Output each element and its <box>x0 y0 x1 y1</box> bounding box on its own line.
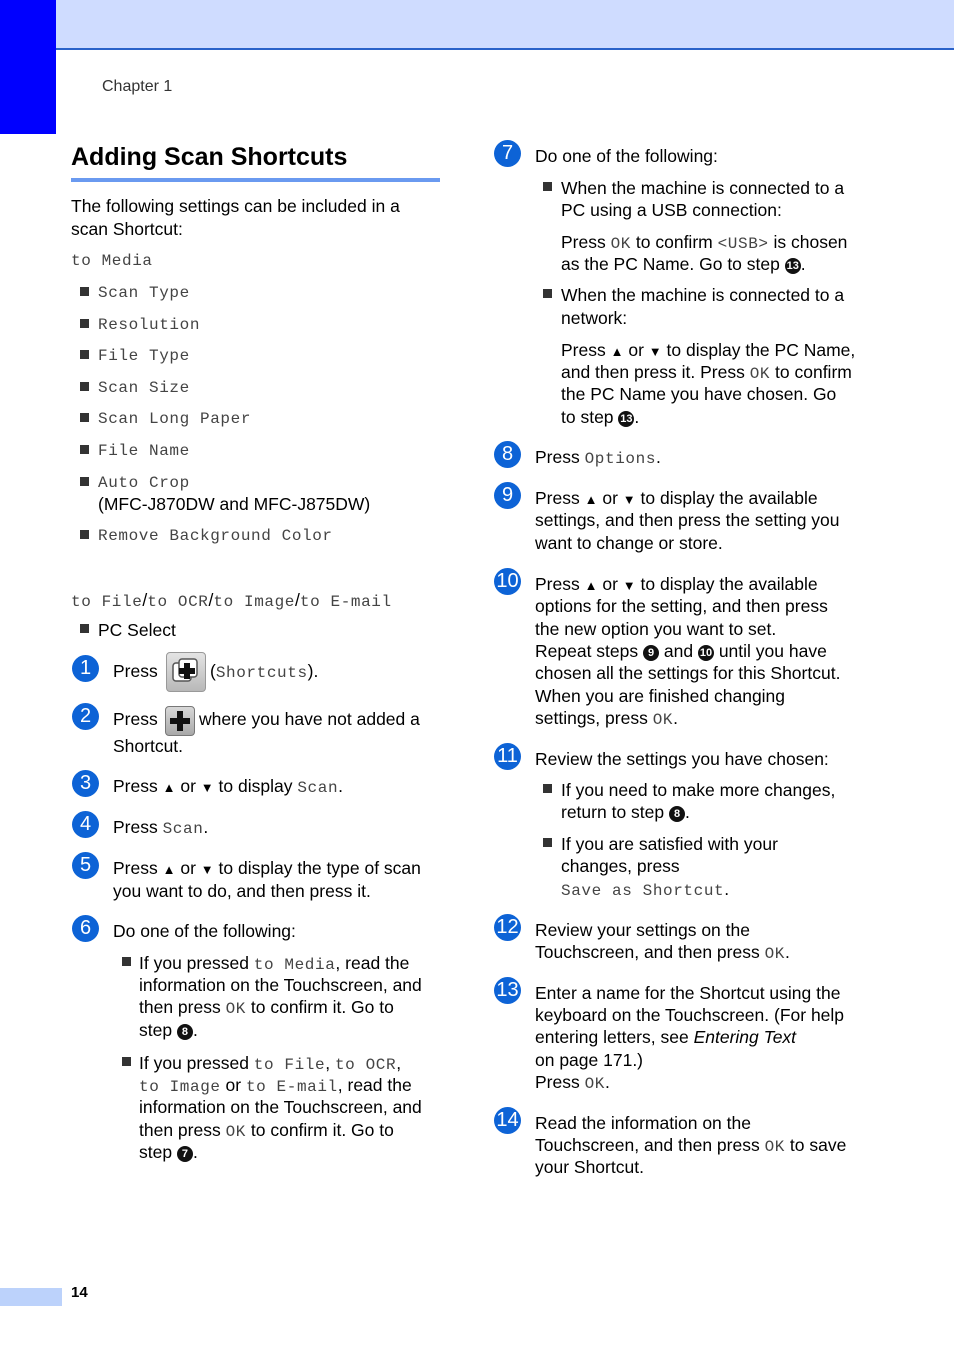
step-11-b2-l1: If you are satisfied with your <box>561 834 778 854</box>
bullet-icon <box>80 530 89 539</box>
down-arrow-icon: ▼ <box>200 780 214 795</box>
step-9-l2: settings, and then press the setting you <box>535 510 840 530</box>
step-5-text: Press ▲ or ▼ to display the type of scan <box>113 858 421 878</box>
step-number: 3 <box>72 770 99 797</box>
to-media-heading: to Media <box>71 252 153 270</box>
to-file-heading: to File/to OCR/to Image/to E-mail <box>71 590 392 611</box>
bullet-icon <box>80 319 89 328</box>
entering-text-link: Entering Text <box>693 1027 797 1047</box>
step-10-l7: settings, press OK. <box>535 708 678 729</box>
step-7-b1-l2: PC using a USB connection: <box>561 200 782 220</box>
step-6-b1-l3: then press OK to confirm it. Go to <box>139 997 394 1018</box>
step-2-line2: Shortcut. <box>113 736 184 756</box>
step-6-text: Do one of the following: <box>113 921 296 941</box>
plus-icon[interactable] <box>165 706 195 736</box>
step-13-l2: keyboard on the Touchscreen. (For help <box>535 1005 845 1025</box>
step-6-b1-l4: step 8 . <box>139 1020 198 1040</box>
step-11-b2-l2: changes, press <box>561 856 680 876</box>
bullet-icon <box>543 838 552 847</box>
footer-bar <box>0 1288 62 1306</box>
step-ref-badge: 13 <box>786 260 799 272</box>
step-number: 12 <box>494 914 521 941</box>
step-ref-badge: 8 <box>177 1024 193 1040</box>
step-14-l1: Read the information on the <box>535 1113 751 1133</box>
step-ref-badge: 7 <box>177 1146 193 1162</box>
bullet-icon <box>80 382 89 391</box>
page-title: Adding Scan Shortcuts <box>71 143 348 171</box>
step-13-l4: on page 171.) <box>535 1050 644 1070</box>
step-6-b2-l5: step 7 . <box>139 1142 198 1162</box>
bullet-icon <box>80 350 89 359</box>
step-7-b2-l2: network: <box>561 308 628 328</box>
step-number: 6 <box>72 915 99 942</box>
step-7-b2-p2: and then press it. Press OK to confirm <box>561 362 852 383</box>
bullet-icon <box>543 182 552 191</box>
bullet-icon <box>80 287 89 296</box>
step-7-b2-p3: the PC Name you have chosen. Go <box>561 384 837 404</box>
chapter-tab <box>0 0 56 134</box>
header-bar <box>56 0 954 50</box>
step-7-b1-l1: When the machine is connected to a <box>561 178 845 198</box>
up-arrow-icon: ▲ <box>610 344 624 359</box>
step-7-b2-p4: to step 13 . <box>561 407 640 427</box>
step-4-text: Press Scan. <box>113 817 209 838</box>
list-item: Auto Crop <box>98 474 190 492</box>
title-underline <box>71 178 440 182</box>
step-9-l3: want to change or store. <box>535 533 723 553</box>
step-number: 14 <box>494 1107 521 1134</box>
chapter-label: Chapter 1 <box>102 78 173 95</box>
bullet-icon <box>80 624 89 633</box>
auto-crop-note: (MFC-J870DW and MFC-J875DW) <box>98 494 371 514</box>
step-1-tail: (Shortcuts). <box>210 661 319 682</box>
step-13-l1: Enter a name for the Shortcut using the <box>535 983 841 1003</box>
step-10-l1: Press ▲ or ▼ to display the available <box>535 574 818 594</box>
list-item: Remove Background Color <box>98 527 333 545</box>
step-6-b2-l1: If you pressed to File, to OCR, <box>139 1053 402 1074</box>
step-7-text: Do one of the following: <box>535 146 718 166</box>
step-number: 10 <box>494 568 521 595</box>
step-6-b1-l2: information on the Touchscreen, and <box>139 975 422 995</box>
step-13-l3: entering letters, see Entering Text <box>535 1027 797 1047</box>
step-3-text: Press ▲ or ▼ to display Scan. <box>113 776 344 797</box>
step-number: 1 <box>72 655 99 682</box>
step-9-l1: Press ▲ or ▼ to display the available <box>535 488 818 508</box>
step-7-b1-p1: Press OK to confirm <USB> is chosen <box>561 232 848 253</box>
list-item: Scan Type <box>98 284 190 302</box>
step-13-l5: Press OK. <box>535 1072 610 1093</box>
step-number: 7 <box>494 140 521 167</box>
step-10-l3: the new option you want to set. <box>535 619 777 639</box>
intro-line-1: The following settings can be included in a <box>71 196 400 216</box>
down-arrow-icon: ▼ <box>622 578 636 593</box>
step-7-b2-l1: When the machine is connected to a <box>561 285 845 305</box>
step-number: 5 <box>72 852 99 879</box>
up-arrow-icon: ▲ <box>162 780 176 795</box>
bullet-icon <box>80 445 89 454</box>
step-2-press: Press <box>113 709 158 729</box>
bullet-icon <box>543 784 552 793</box>
page-number: 14 <box>71 1284 88 1301</box>
step-ref-badge: 9 <box>643 645 659 661</box>
step-10-l6: When you are finished changing <box>535 686 786 706</box>
step-12-l2: Touchscreen, and then press OK. <box>535 942 790 963</box>
bullet-icon <box>543 289 552 298</box>
step-ref-badge: 13 <box>620 413 633 425</box>
step-number: 4 <box>72 811 99 838</box>
step-6-b2-l4: then press OK to confirm it. Go to <box>139 1120 394 1141</box>
step-ref-badge: 10 <box>699 647 713 659</box>
step-6-b2-l3: information on the Touchscreen, and <box>139 1097 422 1117</box>
step-11-text: Review the settings you have chosen: <box>535 749 829 769</box>
step-ref-badge: 8 <box>669 806 685 822</box>
down-arrow-icon: ▼ <box>200 862 214 877</box>
step-number: 11 <box>494 743 521 770</box>
step-number: 2 <box>72 703 99 730</box>
list-item: PC Select <box>98 620 176 640</box>
step-7-b1-p2: as the PC Name. Go to step 13 . <box>561 254 806 274</box>
bullet-icon <box>80 477 89 486</box>
up-arrow-icon: ▲ <box>162 862 176 877</box>
list-item: Scan Long Paper <box>98 410 252 428</box>
shortcuts-icon[interactable] <box>166 652 206 692</box>
step-11-b1-l2: return to step 8 . <box>561 802 690 822</box>
step-6-b1-l1: If you pressed to Media, read the <box>139 953 410 974</box>
step-5-line2: you want to do, and then press it. <box>113 881 371 901</box>
down-arrow-icon: ▼ <box>648 344 662 359</box>
step-7-b2-p1: Press ▲ or ▼ to display the PC Name, <box>561 340 856 360</box>
up-arrow-icon: ▲ <box>584 578 598 593</box>
step-11-b1-l1: If you need to make more changes, <box>561 780 836 800</box>
step-6-b2-l2: to Image or to E-mail, read the <box>139 1075 412 1096</box>
step-11-b2-l3: Save as Shortcut. <box>561 879 730 900</box>
step-12-l1: Review your settings on the <box>535 920 750 940</box>
step-14-l2: Touchscreen, and then press OK to save <box>535 1135 847 1156</box>
step-number: 13 <box>494 977 521 1004</box>
step-10-l4: Repeat steps 9 and 10 until you have <box>535 641 827 661</box>
list-item: Scan Size <box>98 379 190 397</box>
step-10-l2: options for the setting, and then press <box>535 596 828 616</box>
up-arrow-icon: ▲ <box>584 492 598 507</box>
bullet-icon <box>122 1057 131 1066</box>
step-8-text: Press Options. <box>535 447 661 468</box>
list-item: Resolution <box>98 316 201 334</box>
step-14-l3: your Shortcut. <box>535 1157 644 1177</box>
intro-line-2: scan Shortcut: <box>71 219 183 239</box>
step-2-text: where you have not added a <box>199 709 420 729</box>
step-10-l5: chosen all the settings for this Shortcut. <box>535 663 841 683</box>
list-item: File Type <box>98 347 190 365</box>
step-number: 8 <box>494 441 521 468</box>
down-arrow-icon: ▼ <box>622 492 636 507</box>
list-item: File Name <box>98 442 190 460</box>
step-number: 9 <box>494 482 521 509</box>
step-1-press: Press <box>113 661 158 681</box>
bullet-icon <box>122 957 131 966</box>
bullet-icon <box>80 413 89 422</box>
